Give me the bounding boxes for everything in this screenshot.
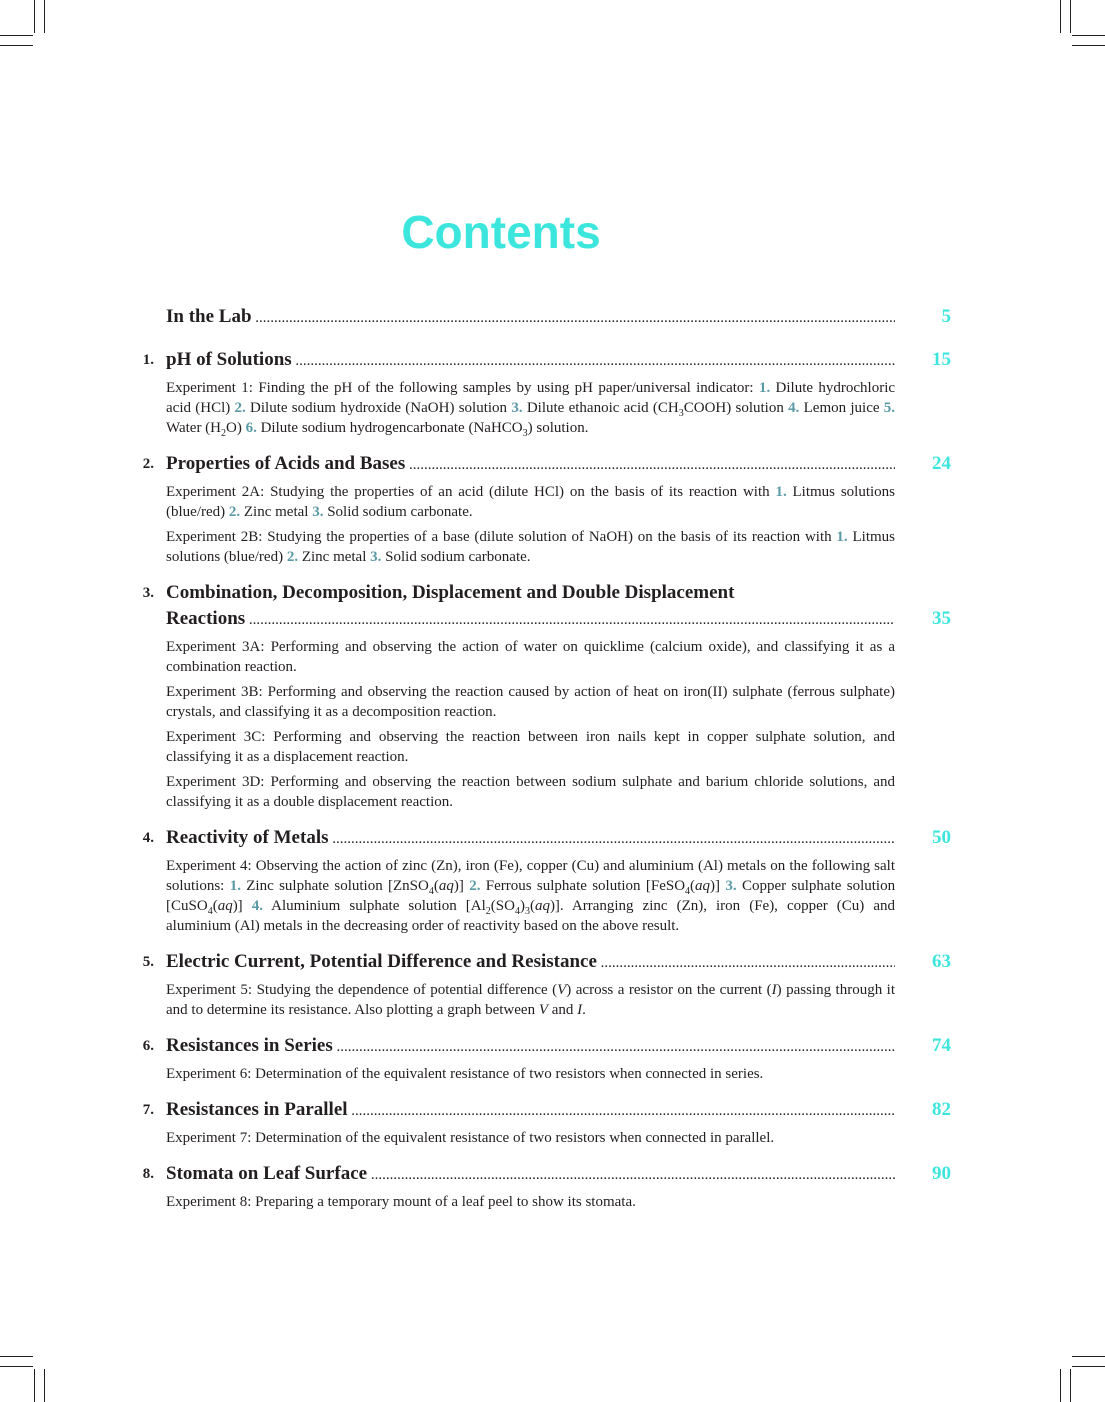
toc-entry-8[interactable] [136, 1161, 956, 1212]
entry-number: 6. [142, 1038, 154, 1054]
entry-number: 1. [142, 352, 154, 368]
entry-number: 4. [142, 830, 154, 846]
toc-entry-in-the-lab[interactable] [136, 304, 956, 331]
entry-page: 74 [932, 1035, 951, 1056]
experiment-description: Experiment 4: Observing the action of zinc (Zn), iron (Fe), copper (Cu) and aluminium (Al) metals on the following salt solutions: 1. Zinc sulphate solution [ZnSO$_4$(aq)] 2. Ferrous sulphate solution [FeSO$_4$(aq)] 3. Copper sulphate solution [CuSO$_4$(aq)] 4. Aluminium sulphate solution $[Al_2(SO_4)_3(aq)]$. Arranging zinc (Zn), iron (Fe), copper (Cu) and aluminium (Al) metals in the decreasing order of reactivity based on the above result. [166, 858, 896, 934]
entry-title: Resistances in Series ..... [166, 1033, 895, 1060]
entry-title: Reactions ..... [166, 606, 895, 633]
toc-entry-5[interactable] [136, 949, 956, 1020]
entry-page: 24 [932, 453, 951, 474]
entry-title: Electric Current, Potential Difference and Resistance ..... [166, 949, 895, 976]
entry-number: 8. [142, 1166, 154, 1182]
crop-mark [1072, 1356, 1105, 1357]
crop-mark [1060, 0, 1061, 33]
entry-number: 7. [142, 1102, 154, 1118]
experiment-description: Experiment 2B: Studying the properties of a base (dilute solution of NaOH) on the basis of its reaction with 1. Litmus solutions (blue/red) 2. Zinc metal 3. Solid sodium carbonate. [166, 529, 895, 565]
toc-entry-1[interactable] [136, 347, 956, 438]
entry-page: 50 [932, 827, 951, 848]
page-title: Contents [401, 206, 601, 258]
experiment-description: Experiment 3A: Performing and observing the action of water on quicklime (calcium oxide), and classifying it as a combination reaction. [166, 639, 895, 675]
entry-page: 35 [932, 608, 951, 629]
experiment-description: Experiment 8: Preparing a temporary mount of a leaf peel to show its stomata. [166, 1194, 636, 1210]
table-of-contents [136, 304, 956, 1225]
crop-mark [0, 1366, 33, 1367]
crop-mark [1070, 1369, 1071, 1402]
crop-mark [1060, 1369, 1061, 1402]
crop-mark [34, 0, 35, 33]
entry-page: 82 [932, 1099, 951, 1120]
entry-number: 2. [142, 456, 154, 472]
toc-entry-3[interactable] [136, 580, 956, 812]
toc-entry-2[interactable] [136, 451, 956, 567]
entry-page: 90 [932, 1163, 951, 1184]
crop-mark [1070, 0, 1071, 33]
entry-title: Reactivity of Metals ..... [166, 825, 895, 852]
entry-title: Properties of Acids and Bases ..... [166, 451, 895, 478]
entry-page: 5 [941, 306, 951, 327]
entry-number: 3. [142, 585, 154, 601]
crop-mark [0, 35, 33, 36]
crop-mark [34, 1369, 35, 1402]
experiment-description: Experiment 3D: Performing and observing the reaction between sodium sulphate and barium chloride solutions, and classifying it as a double displacement reaction. [166, 774, 895, 810]
experiment-description: Experiment 2A: Studying the properties of an acid (dilute HCl) on the basis of its reaction with 1. Litmus solutions (blue/red) 2. Zinc metal 3. Solid sodium carbonate. [166, 484, 896, 520]
crop-mark [1072, 35, 1105, 36]
entry-page: 63 [932, 951, 951, 972]
crop-mark [0, 1356, 33, 1357]
toc-entry-4[interactable] [136, 825, 956, 936]
entry-page: 15 [932, 349, 951, 370]
toc-entry-6[interactable] [136, 1033, 956, 1084]
entry-title: pH of Solutions ..... [166, 347, 895, 374]
experiment-description: Experiment 3B: Performing and observing the reaction caused by action of heat on iron(II) sulphate (ferrous sulphate) crystals, and classifying it as a decomposition reaction. [166, 684, 895, 720]
crop-mark [0, 45, 33, 46]
experiment-description: Experiment 5: Studying the dependence of potential difference (V) across a resistor on the current (I) passing through it and to determine its resistance. Also plotting a graph between V and I. [166, 982, 896, 1018]
toc-entry-7[interactable] [136, 1097, 956, 1148]
experiment-description: Experiment 7: Determination of the equivalent resistance of two resistors when connected in parallel. [166, 1130, 775, 1146]
experiment-description: Experiment 6: Determination of the equivalent resistance of two resistors when connected in series. [166, 1066, 764, 1082]
entry-number: 5. [142, 954, 154, 970]
entry-title: In the Lab ..... [166, 304, 895, 331]
entry-title: Resistances in Parallel ..... [166, 1097, 895, 1124]
experiment-description: Experiment 3C: Performing and observing the reaction between iron nails kept in copper sulphate solution, and classifying it as a displacement reaction. [166, 729, 895, 765]
crop-mark [44, 0, 45, 33]
crop-mark [1072, 45, 1105, 46]
entry-title: Stomata on Leaf Surface ..... [166, 1161, 895, 1188]
entry-title-line1: Combination, Decomposition, Displacement and Double Displacement [166, 582, 735, 603]
experiment-description: Experiment 1: Finding the pH of the following samples by using pH paper/universal indicator: 1. Dilute hydrochloric acid (HCl) 2. Dilute sodium hydroxide (NaOH) solution 3. Dilute ethanoic acid $(CH_3COOH)$ solution 4. Lemon juice 5. Water $(H_2O)$ 6. Dilute sodium hydrogencarbonate (NaHCO$_3$) solution. [166, 380, 896, 439]
crop-mark [44, 1369, 45, 1402]
crop-mark [1072, 1366, 1105, 1367]
